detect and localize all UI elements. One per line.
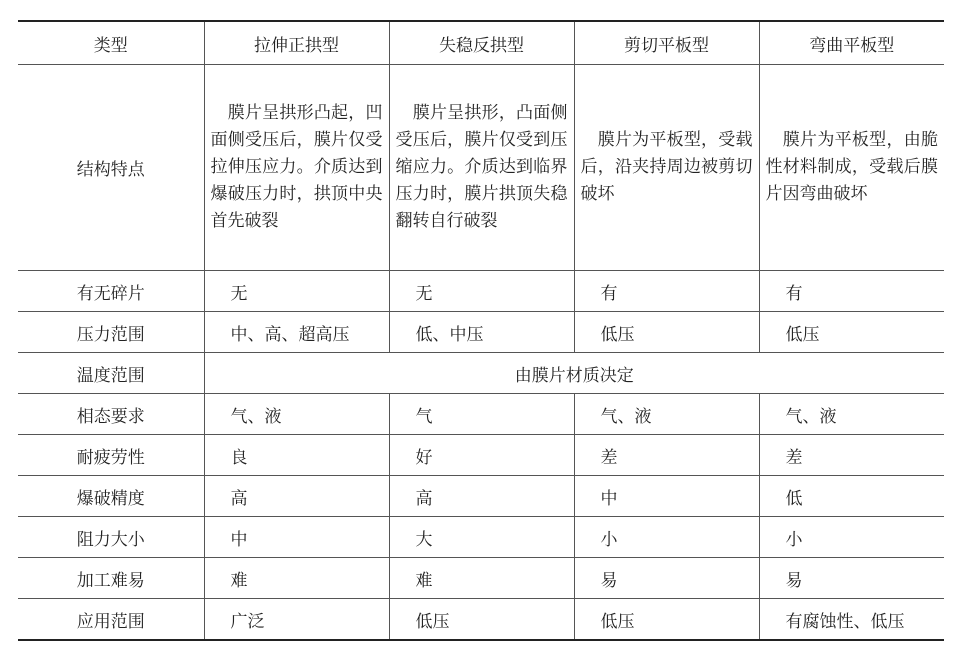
table-row-accuracy: [18, 476, 944, 517]
table-row-pressure: [18, 312, 944, 353]
table-cell: 无: [204, 271, 389, 312]
table-cell: 大: [389, 517, 574, 558]
table-cell: 差: [574, 435, 759, 476]
table-cell: 好: [389, 435, 574, 476]
table-cell: 广泛: [204, 599, 389, 641]
table-cell: 膜片呈拱形，凸面侧受压后，膜片仅受到压缩应力。介质达到临界压力时，膜片拱顶失稳翻转自行破裂: [389, 65, 574, 271]
table-cell: 中、高、超高压: [204, 312, 389, 353]
row-label: 阻力大小: [18, 517, 204, 558]
table-cell: 膜片为平板型，由脆性材料制成，受载后膜片因弯曲破坏: [759, 65, 944, 271]
table-cell: 低压: [759, 312, 944, 353]
comparison-table: [18, 20, 944, 641]
table-row-application: [18, 599, 944, 641]
row-label: 温度范围: [18, 353, 204, 394]
table-cell: 低压: [574, 599, 759, 641]
table-cell: 膜片为平板型，受载后，沿夹持周边被剪切破坏: [574, 65, 759, 271]
table-cell: 难: [389, 558, 574, 599]
header-reverse-arch: 失稳反拱型: [389, 21, 574, 65]
row-label: 耐疲劳性: [18, 435, 204, 476]
table-cell: 气、液: [574, 394, 759, 435]
row-label: 相态要求: [18, 394, 204, 435]
table-cell: 气: [389, 394, 574, 435]
table-cell: 高: [389, 476, 574, 517]
table-cell: 小: [759, 517, 944, 558]
table-cell: 气、液: [204, 394, 389, 435]
table-cell: 有: [759, 271, 944, 312]
table-cell: 差: [759, 435, 944, 476]
table-cell: 中: [574, 476, 759, 517]
table-cell: 有腐蚀性、低压: [759, 599, 944, 641]
row-label: 结构特点: [18, 65, 204, 271]
header-bending-flat: 弯曲平板型: [759, 21, 944, 65]
table-cell: 中: [204, 517, 389, 558]
table-cell: 膜片呈拱形凸起，凹面侧受压后，膜片仅受拉伸压应力。介质达到爆破压力时，拱顶中央首先破裂: [204, 65, 389, 271]
table-row-fragments: [18, 271, 944, 312]
table-cell: 小: [574, 517, 759, 558]
header-tension-arch: 拉伸正拱型: [204, 21, 389, 65]
table-cell: 易: [574, 558, 759, 599]
table-cell: 气、液: [759, 394, 944, 435]
table-cell: 易: [759, 558, 944, 599]
table-row-phase: [18, 394, 944, 435]
table-cell: 难: [204, 558, 389, 599]
row-label: 应用范围: [18, 599, 204, 641]
table-cell: 无: [389, 271, 574, 312]
table-row-temperature: [18, 353, 944, 394]
row-label: 爆破精度: [18, 476, 204, 517]
table-cell: 低: [759, 476, 944, 517]
table-cell: 良: [204, 435, 389, 476]
row-label: 有无碎片: [18, 271, 204, 312]
header-shear-flat: 剪切平板型: [574, 21, 759, 65]
row-label: 加工难易: [18, 558, 204, 599]
table-cell: 低压: [389, 599, 574, 641]
table-cell-merged: 由膜片材质决定: [204, 353, 944, 394]
table-cell: 高: [204, 476, 389, 517]
table-row-resistance: [18, 517, 944, 558]
table-cell: 有: [574, 271, 759, 312]
table-cell: 低、中压: [389, 312, 574, 353]
table-row-processing: [18, 558, 944, 599]
table-row-fatigue: [18, 435, 944, 476]
table-row-structure: [18, 65, 944, 271]
table-cell: 低压: [574, 312, 759, 353]
header-type: 类型: [18, 21, 204, 65]
row-label: 压力范围: [18, 312, 204, 353]
header-row: [18, 21, 944, 65]
